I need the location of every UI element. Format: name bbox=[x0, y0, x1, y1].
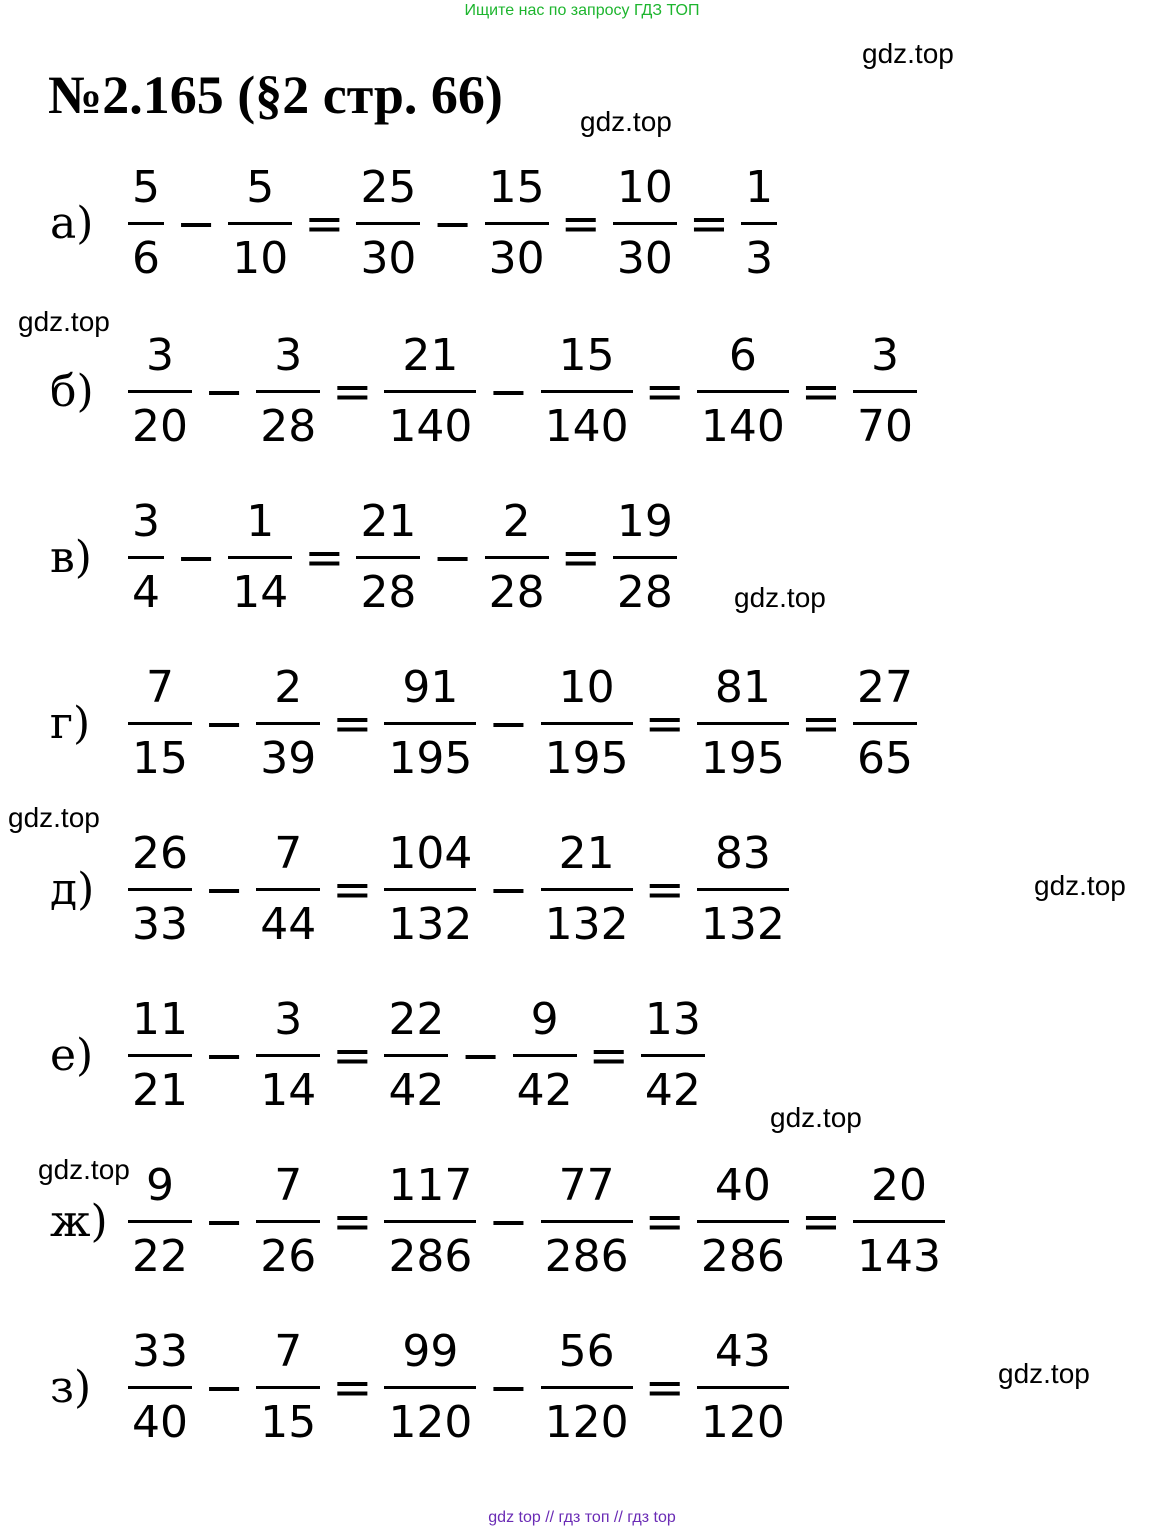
numerator: 2 bbox=[274, 662, 303, 713]
fraction bbox=[126, 330, 194, 452]
fraction bbox=[126, 162, 166, 284]
equals-sign: = bbox=[332, 1193, 373, 1250]
denominator: 15 bbox=[260, 1397, 317, 1448]
denominator: 132 bbox=[700, 899, 785, 950]
numerator: 1 bbox=[745, 162, 774, 213]
numerator: 40 bbox=[714, 1160, 771, 1211]
numerator: 27 bbox=[857, 662, 914, 713]
watermark: gdz.top bbox=[998, 1358, 1090, 1389]
denominator: 28 bbox=[260, 401, 317, 452]
fraction bbox=[126, 1326, 194, 1448]
equals-sign: = bbox=[644, 363, 685, 420]
fraction bbox=[382, 828, 478, 950]
numerator: 5 bbox=[246, 162, 275, 213]
numerator: 99 bbox=[402, 1326, 459, 1377]
numerator: 6 bbox=[728, 330, 757, 381]
fraction bbox=[254, 662, 322, 784]
denominator: 10 bbox=[232, 233, 289, 284]
row-label: б) bbox=[50, 365, 94, 417]
numerator: 21 bbox=[558, 828, 615, 879]
equation-row bbox=[50, 1326, 791, 1448]
numerator: 77 bbox=[558, 1160, 615, 1211]
fraction bbox=[695, 662, 791, 784]
fraction bbox=[382, 994, 450, 1116]
denominator: 22 bbox=[132, 1231, 188, 1282]
fraction bbox=[254, 1160, 322, 1282]
fraction bbox=[126, 662, 194, 784]
fraction bbox=[382, 1326, 478, 1448]
fraction bbox=[126, 994, 194, 1116]
numerator: 13 bbox=[644, 994, 701, 1045]
equals-sign: = bbox=[800, 363, 842, 420]
fraction bbox=[739, 162, 779, 284]
equals-sign: = bbox=[304, 529, 345, 586]
fraction bbox=[382, 330, 478, 452]
equals-sign: = bbox=[332, 695, 373, 752]
watermark: gdz.top bbox=[734, 582, 826, 613]
minus-sign: − bbox=[176, 195, 217, 252]
denominator: 120 bbox=[388, 1397, 473, 1448]
numerator: 117 bbox=[388, 1160, 473, 1211]
denominator: 6 bbox=[132, 233, 160, 284]
expression bbox=[126, 330, 919, 452]
numerator: 7 bbox=[274, 828, 303, 879]
equals-sign: = bbox=[644, 1193, 685, 1250]
fraction bbox=[539, 1326, 635, 1448]
equals-sign: = bbox=[688, 195, 730, 252]
numerator: 21 bbox=[360, 496, 417, 547]
denominator: 15 bbox=[132, 733, 188, 784]
page-title: №2.165 (§2 стр. 66) bbox=[48, 65, 503, 125]
denominator: 120 bbox=[700, 1397, 785, 1448]
expression bbox=[126, 496, 679, 618]
minus-sign: − bbox=[488, 1193, 529, 1250]
fraction bbox=[126, 496, 166, 618]
numerator: 33 bbox=[132, 1326, 188, 1377]
equals-sign: = bbox=[560, 195, 601, 252]
equation-row bbox=[50, 330, 919, 452]
minus-sign: − bbox=[488, 363, 529, 420]
numerator: 10 bbox=[616, 162, 673, 213]
watermark: gdz.top bbox=[1034, 870, 1126, 901]
denominator: 3 bbox=[745, 233, 774, 284]
numerator: 56 bbox=[558, 1326, 615, 1377]
equals-sign: = bbox=[332, 1359, 373, 1416]
fraction bbox=[254, 1326, 322, 1448]
minus-sign: − bbox=[204, 695, 245, 752]
minus-sign: − bbox=[488, 695, 529, 752]
numerator: 3 bbox=[146, 330, 174, 381]
denominator: 140 bbox=[544, 401, 629, 452]
denominator: 40 bbox=[132, 1397, 188, 1448]
equation-row bbox=[50, 1160, 947, 1282]
fraction bbox=[254, 330, 322, 452]
fraction bbox=[539, 662, 635, 784]
fraction bbox=[126, 828, 194, 950]
numerator: 81 bbox=[714, 662, 771, 713]
equals-sign: = bbox=[560, 529, 601, 586]
minus-sign: − bbox=[432, 195, 473, 252]
equation-row bbox=[50, 828, 791, 950]
denominator: 30 bbox=[488, 233, 545, 284]
denominator: 4 bbox=[132, 567, 160, 618]
denominator: 33 bbox=[132, 899, 188, 950]
fraction bbox=[511, 994, 579, 1116]
denominator: 20 bbox=[132, 401, 188, 452]
numerator: 2 bbox=[502, 496, 531, 547]
watermark: gdz.top bbox=[18, 306, 110, 337]
denominator: 30 bbox=[616, 233, 673, 284]
minus-sign: − bbox=[204, 1027, 245, 1084]
watermark: gdz.top bbox=[580, 106, 672, 137]
denominator: 286 bbox=[544, 1231, 629, 1282]
equation-row bbox=[50, 496, 679, 618]
equals-sign: = bbox=[332, 1027, 373, 1084]
top-banner: Ищите нас по запросу ГДЗ ТОП bbox=[464, 2, 700, 19]
minus-sign: − bbox=[488, 861, 529, 918]
numerator: 19 bbox=[616, 496, 673, 547]
denominator: 65 bbox=[857, 733, 914, 784]
minus-sign: − bbox=[460, 1027, 501, 1084]
fraction bbox=[611, 496, 679, 618]
equals-sign: = bbox=[644, 861, 685, 918]
watermark: gdz.top bbox=[862, 38, 954, 69]
equation-row bbox=[50, 994, 707, 1116]
denominator: 28 bbox=[616, 567, 673, 618]
equals-sign: = bbox=[800, 695, 842, 752]
fraction bbox=[382, 662, 478, 784]
numerator: 15 bbox=[558, 330, 615, 381]
expression bbox=[126, 1160, 947, 1282]
denominator: 44 bbox=[260, 899, 317, 950]
fraction bbox=[695, 828, 791, 950]
equation-row bbox=[50, 662, 919, 784]
fraction bbox=[851, 662, 919, 784]
equals-sign: = bbox=[644, 1359, 685, 1416]
fraction bbox=[226, 496, 294, 618]
denominator: 140 bbox=[388, 401, 473, 452]
numerator: 83 bbox=[714, 828, 771, 879]
equals-sign: = bbox=[332, 363, 373, 420]
row-label: з) bbox=[50, 1361, 92, 1413]
denominator: 42 bbox=[644, 1065, 701, 1116]
expression bbox=[126, 828, 791, 950]
denominator: 195 bbox=[388, 733, 473, 784]
denominator: 195 bbox=[544, 733, 629, 784]
expression bbox=[126, 662, 919, 784]
numerator: 43 bbox=[714, 1326, 771, 1377]
numerator: 91 bbox=[402, 662, 459, 713]
numerator: 3 bbox=[274, 994, 303, 1045]
denominator: 132 bbox=[388, 899, 473, 950]
numerator: 9 bbox=[146, 1160, 174, 1211]
denominator: 140 bbox=[700, 401, 785, 452]
numerator: 7 bbox=[146, 662, 174, 713]
equation-row bbox=[50, 162, 779, 284]
equals-sign: = bbox=[800, 1193, 842, 1250]
fraction bbox=[254, 828, 322, 950]
minus-sign: − bbox=[432, 529, 473, 586]
fraction bbox=[611, 162, 679, 284]
denominator: 143 bbox=[857, 1231, 942, 1282]
expression bbox=[126, 162, 779, 284]
numerator: 25 bbox=[360, 162, 417, 213]
denominator: 14 bbox=[232, 567, 289, 618]
fraction bbox=[695, 1160, 791, 1282]
denominator: 286 bbox=[700, 1231, 785, 1282]
fraction bbox=[851, 1160, 947, 1282]
denominator: 28 bbox=[360, 567, 417, 618]
numerator: 3 bbox=[871, 330, 900, 381]
fraction bbox=[695, 1326, 791, 1448]
denominator: 42 bbox=[516, 1065, 573, 1116]
numerator: 7 bbox=[274, 1160, 303, 1211]
numerator: 11 bbox=[132, 994, 188, 1045]
fraction bbox=[226, 162, 294, 284]
minus-sign: − bbox=[204, 1359, 245, 1416]
fraction bbox=[126, 1160, 194, 1282]
minus-sign: − bbox=[204, 363, 245, 420]
row-label: д) bbox=[50, 863, 95, 915]
denominator: 39 bbox=[260, 733, 317, 784]
watermark: gdz.top bbox=[770, 1102, 862, 1133]
numerator: 9 bbox=[530, 994, 559, 1045]
denominator: 30 bbox=[360, 233, 417, 284]
denominator: 26 bbox=[260, 1231, 317, 1282]
numerator: 10 bbox=[558, 662, 615, 713]
numerator: 22 bbox=[388, 994, 445, 1045]
numerator: 3 bbox=[132, 496, 160, 547]
minus-sign: − bbox=[488, 1359, 529, 1416]
numerator: 26 bbox=[132, 828, 188, 879]
equals-sign: = bbox=[304, 195, 345, 252]
fraction bbox=[695, 330, 791, 452]
row-label: а) bbox=[50, 197, 94, 249]
row-label: ж) bbox=[50, 1195, 108, 1247]
expression bbox=[126, 994, 707, 1116]
fraction bbox=[354, 496, 422, 618]
numerator: 15 bbox=[488, 162, 545, 213]
expression bbox=[126, 1326, 791, 1448]
numerator: 21 bbox=[402, 330, 459, 381]
fraction bbox=[382, 1160, 478, 1282]
footer-watermark: gdz top // гдз топ // гдз top bbox=[488, 1509, 676, 1526]
fraction bbox=[539, 828, 635, 950]
fraction bbox=[539, 330, 635, 452]
fraction bbox=[483, 496, 551, 618]
equals-sign: = bbox=[332, 861, 373, 918]
minus-sign: − bbox=[204, 1193, 245, 1250]
equals-sign: = bbox=[588, 1027, 629, 1084]
denominator: 286 bbox=[388, 1231, 473, 1282]
denominator: 70 bbox=[857, 401, 914, 452]
fraction bbox=[483, 162, 551, 284]
row-label: е) bbox=[50, 1029, 94, 1081]
denominator: 120 bbox=[544, 1397, 629, 1448]
denominator: 28 bbox=[488, 567, 545, 618]
numerator: 20 bbox=[871, 1160, 928, 1211]
fraction bbox=[851, 330, 919, 452]
row-label: в) bbox=[50, 531, 92, 583]
fraction bbox=[254, 994, 322, 1116]
numerator: 5 bbox=[132, 162, 160, 213]
fraction bbox=[539, 1160, 635, 1282]
numerator: 3 bbox=[274, 330, 303, 381]
minus-sign: − bbox=[204, 861, 245, 918]
numerator: 1 bbox=[246, 496, 275, 547]
numerator: 104 bbox=[388, 828, 473, 879]
denominator: 14 bbox=[260, 1065, 317, 1116]
numerator: 7 bbox=[274, 1326, 303, 1377]
equals-sign: = bbox=[644, 695, 685, 752]
denominator: 195 bbox=[700, 733, 785, 784]
denominator: 42 bbox=[388, 1065, 445, 1116]
denominator: 132 bbox=[544, 899, 629, 950]
watermark: gdz.top bbox=[38, 1154, 130, 1185]
minus-sign: − bbox=[176, 529, 217, 586]
row-label: г) bbox=[50, 697, 91, 749]
denominator: 21 bbox=[132, 1065, 188, 1116]
watermark: gdz.top bbox=[8, 802, 100, 833]
fraction bbox=[639, 994, 707, 1116]
fraction bbox=[354, 162, 422, 284]
